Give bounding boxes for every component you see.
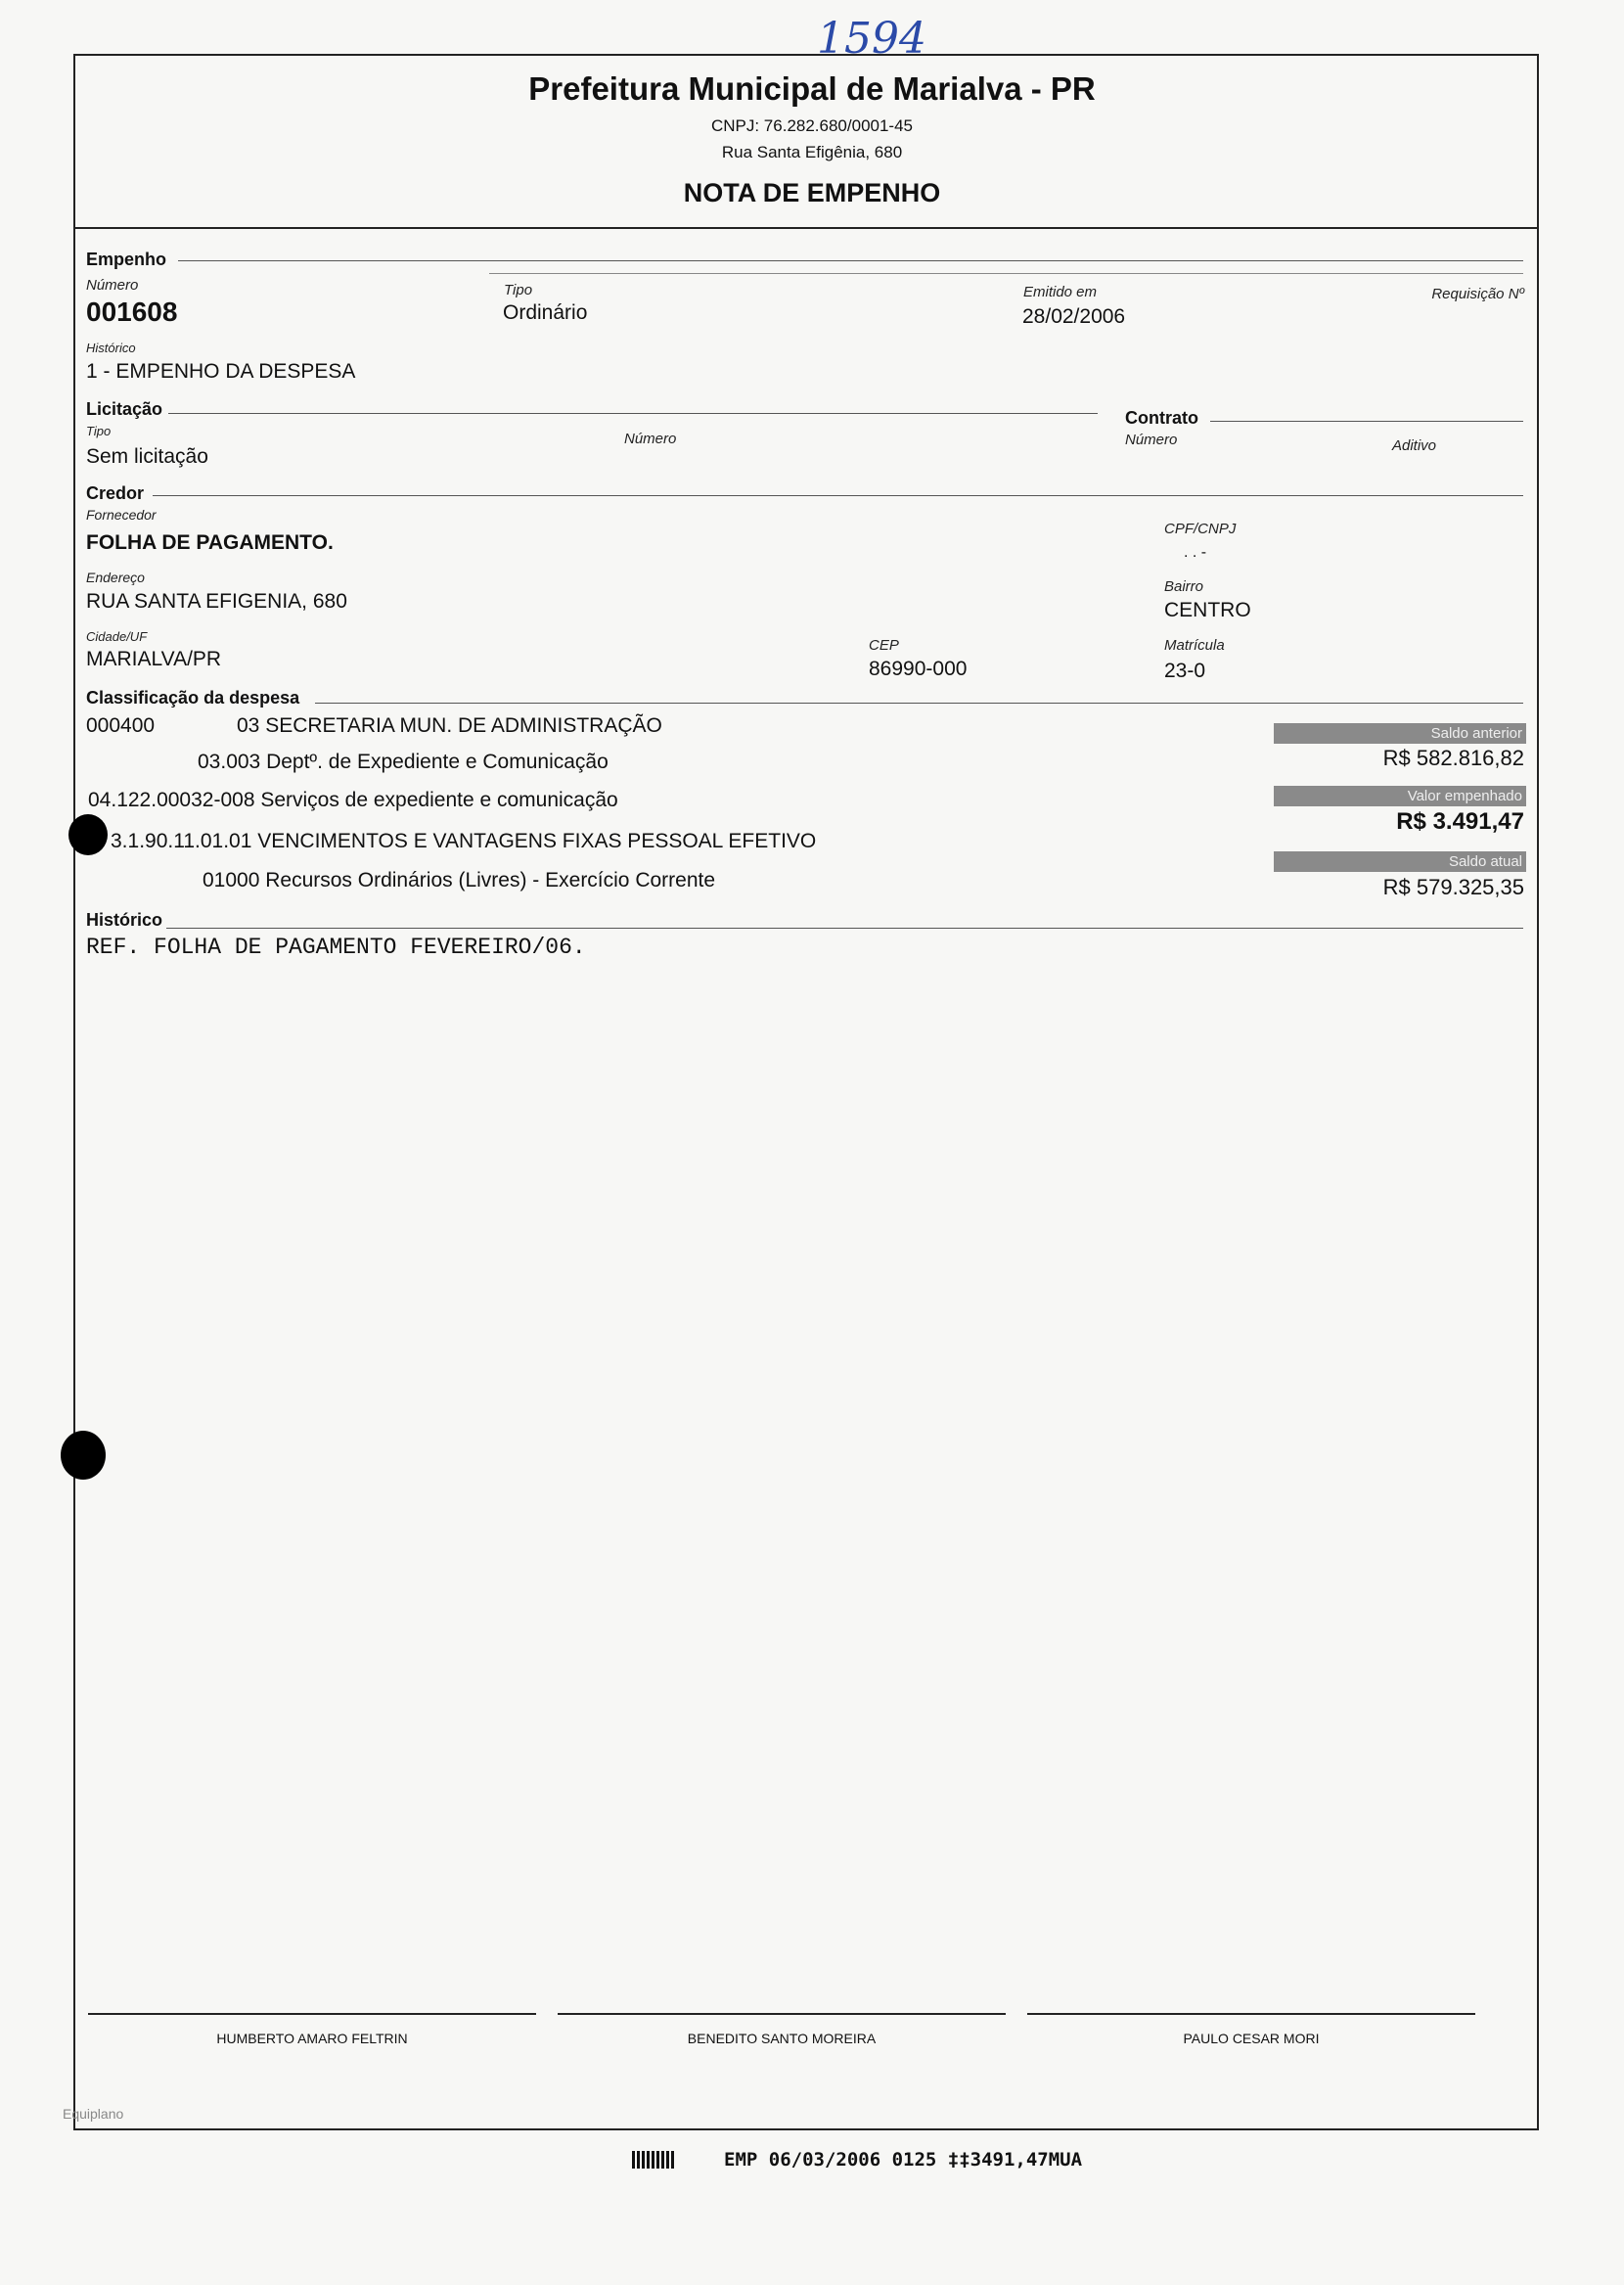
punch-hole	[68, 814, 108, 855]
cpf-value: . . -	[1184, 544, 1207, 561]
valor-empenhado-value: R$ 3.491,47	[1396, 808, 1524, 835]
saldo-anterior-value: R$ 582.816,82	[1382, 746, 1524, 770]
saldo-atual-label: Saldo atual	[1274, 851, 1526, 872]
signature-line	[88, 2013, 536, 2015]
section-credor: Credor	[86, 483, 145, 503]
cidade-value: MARIALVA/PR	[86, 648, 222, 670]
classificacao-recurso: 01000 Recursos Ordinários (Livres) - Exercício Corrente	[203, 869, 716, 891]
classificacao-code: 000400	[86, 714, 156, 737]
handwritten-number: 1594	[817, 14, 926, 64]
empenho-numero: 001608	[86, 297, 178, 327]
endereco-value: RUA SANTA EFIGENIA, 680	[86, 590, 347, 613]
signature-line	[1027, 2013, 1475, 2015]
historico-text: REF. FOLHA DE PAGAMENTO FEVEREIRO/06.	[86, 935, 586, 960]
footer-brand: Equiplano	[63, 2106, 124, 2122]
numero-label: Número	[86, 277, 139, 294]
cep-label: CEP	[869, 637, 899, 654]
section-rule	[153, 495, 1523, 496]
bairro-label: Bairro	[1164, 578, 1204, 595]
licitacao-tipo: Sem licitação	[86, 445, 208, 468]
signature-name-3: PAULO CESAR MORI	[1183, 2031, 1320, 2046]
emitido-label: Emitido em	[1023, 284, 1098, 300]
section-classificacao: Classificação da despesa	[86, 688, 300, 708]
section-rule	[178, 260, 1523, 261]
section-rule	[1210, 421, 1523, 422]
empenho-tipo: Ordinário	[503, 301, 588, 324]
classificacao-programa: 04.122.00032-008 Serviços de expediente e comunicação	[88, 789, 618, 811]
section-licitacao: Licitação	[86, 399, 163, 419]
requisicao-label: Requisição Nº	[1431, 286, 1524, 302]
signature-line	[558, 2013, 1006, 2015]
section-rule	[315, 703, 1523, 704]
stamp-text: EMP 06/03/2006 0125 ‡‡3491,47MUA	[724, 2149, 1083, 2171]
cidade-label: Cidade/UF	[86, 629, 148, 644]
section-historico: Histórico	[86, 910, 163, 930]
signature-name-1: HUMBERTO AMARO FELTRIN	[216, 2031, 408, 2046]
header-divider	[73, 227, 1539, 229]
emitido-date: 28/02/2006	[1022, 305, 1126, 328]
signature-name-2: BENEDITO SANTO MOREIRA	[687, 2031, 877, 2046]
empenho-historico: 1 - EMPENHO DA DESPESA	[86, 360, 356, 383]
tipo-label: Tipo	[504, 282, 533, 298]
section-rule	[168, 413, 1098, 414]
section-rule	[489, 273, 1523, 274]
saldo-atual-value: R$ 579.325,35	[1382, 875, 1524, 899]
lic-tipo-label: Tipo	[86, 424, 112, 438]
classificacao-departamento: 03.003 Deptº. de Expediente e Comunicação	[198, 751, 609, 773]
aditivo-label: Aditivo	[1392, 437, 1437, 454]
cep-value: 86990-000	[869, 658, 968, 680]
bairro-value: CENTRO	[1164, 599, 1251, 621]
punch-hole	[61, 1431, 106, 1480]
cnpj-text: CNPJ: 76.282.680/0001-45	[710, 116, 914, 135]
fornecedor-label: Fornecedor	[86, 507, 157, 523]
saldo-anterior-label: Saldo anterior	[1274, 723, 1526, 744]
section-empenho: Empenho	[86, 250, 167, 269]
document-title: NOTA DE EMPENHO	[683, 178, 941, 207]
fornecedor-name: FOLHA DE PAGAMENTO.	[86, 531, 334, 554]
classificacao-elemento: 3.1.90.11.01.01 VENCIMENTOS E VANTAGENS FIXAS PESSOAL EFETIVO	[111, 830, 817, 852]
page-title: Prefeitura Municipal de Marialva - PR	[528, 70, 1096, 107]
section-rule	[166, 928, 1523, 929]
matricula-value: 23-0	[1164, 660, 1206, 682]
matricula-label: Matrícula	[1164, 637, 1225, 654]
classificacao-secretaria: 03 SECRETARIA MUN. DE ADMINISTRAÇÃO	[237, 714, 662, 737]
cpf-label: CPF/CNPJ	[1164, 521, 1237, 537]
address-text: Rua Santa Efigênia, 680	[721, 143, 903, 161]
section-contrato: Contrato	[1125, 408, 1198, 428]
historico-label: Histórico	[86, 341, 136, 355]
endereco-label: Endereço	[86, 570, 145, 585]
lic-numero-label: Número	[624, 431, 677, 447]
stamp-barcode-icon	[632, 2151, 675, 2169]
contrato-numero-label: Número	[1125, 432, 1178, 448]
valor-empenhado-label: Valor empenhado	[1274, 786, 1526, 806]
